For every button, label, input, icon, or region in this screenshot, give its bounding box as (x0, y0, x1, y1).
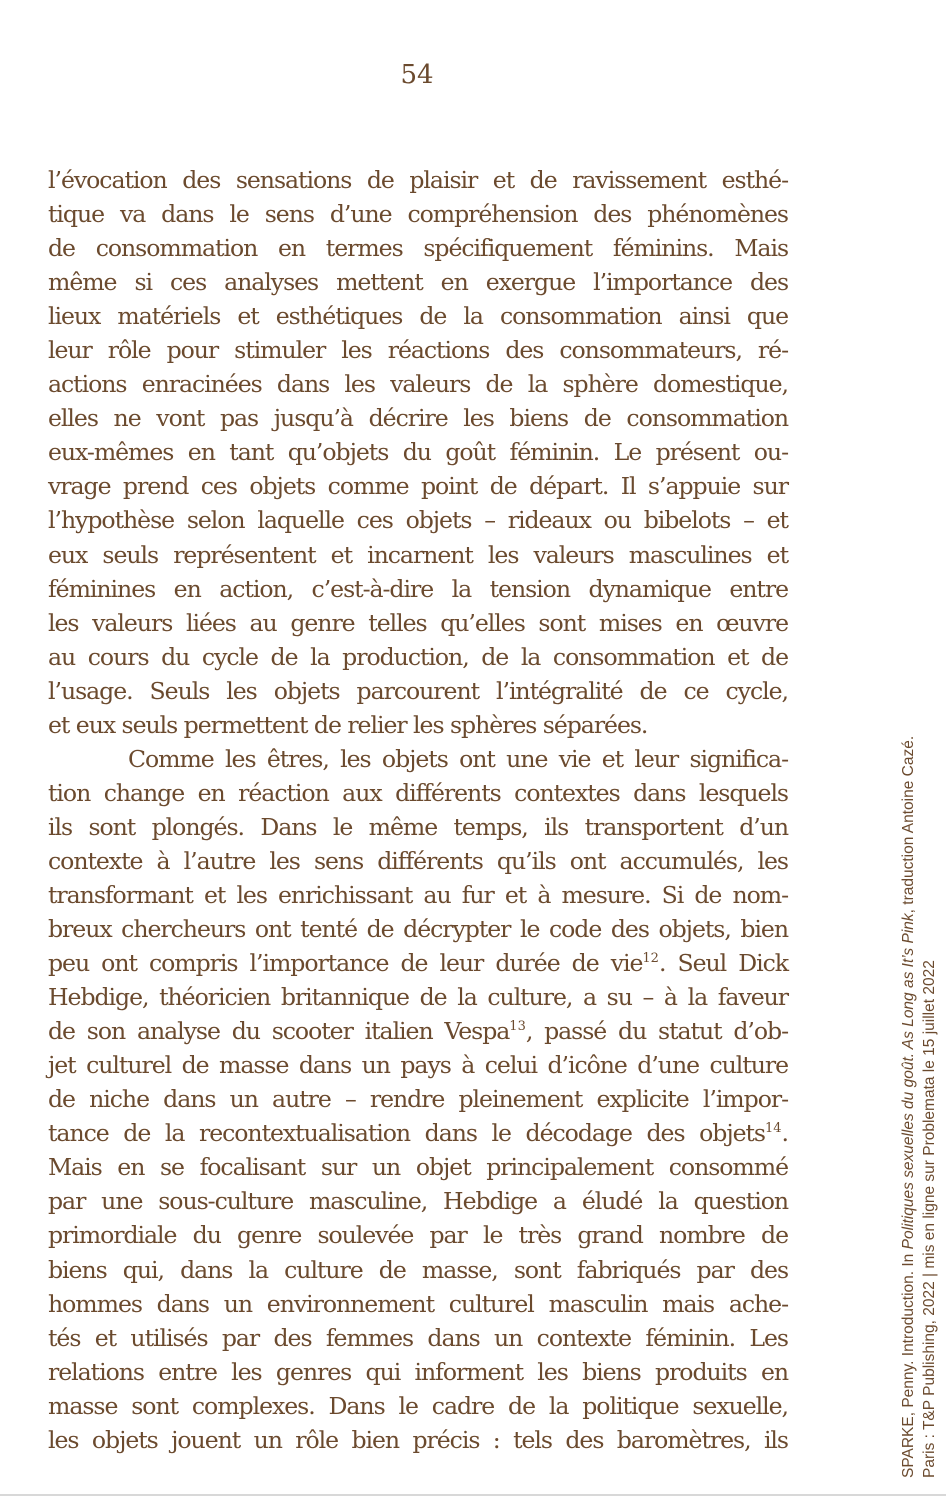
text-line: tique va dans le sens d’une compréhension des phénomènes (48, 200, 788, 229)
text-line: vrage prend ces objets comme point de départ. Il s’appuie sur (48, 472, 788, 501)
text-line (48, 1014, 788, 1048)
text-line: même si ces analyses mettent en exergue l’importance des (48, 268, 788, 297)
text-line: l’usage. Seuls les objets parcourent l’intégralité de ce cycle, (48, 676, 788, 705)
footnote-ref-13[interactable]: 13 (509, 1019, 526, 1035)
text-line: Comme les êtres, les objets ont une vie et leur significa- (128, 744, 788, 773)
text-segment: tance de la recontextualisation dans le décodage des objets (48, 1119, 765, 1148)
text-line: de niche dans un autre – rendre pleinement explicite l’impor- (48, 1085, 788, 1114)
text-segment: de son analyse du scooter italien Vespa (48, 1017, 510, 1046)
citation-translator: , traduction Antoine Cazé. (900, 735, 917, 914)
text-line: l’hypothèse selon laquelle ces objets – rideaux ou bibelots – et (48, 506, 788, 535)
text-line: transformant et les enrichissant au fur et à mesure. Si de nom- (48, 880, 788, 909)
text-line: breux chercheurs ont tenté de décrypter le code des objets, bien (48, 915, 788, 944)
text-line: contexte à l’autre les sens différents qu’ils ont accumulés, les (48, 846, 788, 875)
text-line: eux seuls représentent et incarnent les valeurs masculines et (48, 540, 788, 569)
text-line: jet culturel de masse dans un pays à celui d’icône d’une culture (48, 1051, 788, 1080)
footnote-ref-14[interactable]: 14 (765, 1121, 782, 1137)
citation-title: Politiques sexuelles du goût. As Long as It’s Pink (900, 913, 917, 1250)
text-line: tion change en réaction aux différents contextes dans lesquels (48, 778, 788, 807)
text-line: masse sont complexes. Dans le cadre de la politique sexuelle, (48, 1391, 788, 1420)
text-line: au cours du cycle de la production, de la consommation et de (48, 642, 788, 671)
text-line: hommes dans un environnement culturel masculin mais ache- (48, 1289, 788, 1318)
text-line: Hebdige, théoricien britannique de la culture, a su – à la faveur (48, 983, 788, 1012)
text-line: lieux matériels et esthétiques de la consommation ainsi que (48, 302, 788, 331)
text-line: les valeurs liées au genre telles qu’elles sont mises en œuvre (48, 608, 788, 637)
text-line: de consommation en termes spécifiquement féminins. Mais (48, 234, 788, 263)
text-line: et eux seuls permettent de relier les sphères séparées. (48, 710, 648, 739)
text-line: l’évocation des sensations de plaisir et de ravissement esthé- (48, 166, 788, 194)
text-segment: . Seul Dick (658, 949, 788, 978)
text-line: Mais en se focalisant sur un objet principalement consommé (48, 1153, 788, 1182)
text-line: féminines en action, c’est-à-dire la tension dynamique entre (48, 574, 788, 603)
footnote-ref-12[interactable]: 12 (642, 951, 659, 967)
text-line: relations entre les genres qui informent les biens produits en (48, 1357, 788, 1386)
text-line: ils sont plongés. Dans le même temps, ils transportent d’un (48, 812, 788, 841)
text-line: actions enracinées dans les valeurs de la sphère domestique, (48, 370, 788, 399)
text-line: primordiale du genre soulevée par le très grand nombre de (48, 1221, 788, 1250)
text-line (48, 946, 788, 980)
text-line: tés et utilisés par des femmes dans un contexte féminin. Les (48, 1323, 788, 1352)
citation-author: SPARKE, Penny. Introduction. In (900, 1249, 917, 1478)
text-segment: . (781, 1119, 788, 1148)
citation-line-2: Paris : T&P Publishing, 2022 | mis en ligne sur Problemata le 15 juillet 2022 (921, 960, 938, 1478)
bottom-divider (0, 1494, 946, 1496)
text-line: eux-mêmes en tant qu’objets du goût féminin. Le présent ou- (48, 438, 788, 467)
text-line: leur rôle pour stimuler les réactions des consommateurs, ré- (48, 336, 788, 365)
text-segment: peu ont compris l’importance de leur durée de vie (48, 949, 643, 978)
citation-sidebar (898, 658, 940, 1478)
citation-line-1 (898, 658, 919, 1478)
body-text (48, 163, 788, 1457)
text-line: les objets jouent un rôle bien précis : tels des baromètres, ils (48, 1425, 788, 1454)
text-segment: , passé du statut d’ob- (525, 1017, 788, 1046)
text-line: par une sous-culture masculine, Hebdige a éludé la question (48, 1187, 788, 1216)
page-number: 54 (400, 60, 434, 90)
text-line: elles ne vont pas jusqu’à décrire les biens de consommation (48, 404, 788, 433)
text-line (48, 1116, 788, 1150)
text-line: biens qui, dans la culture de masse, sont fabriqués par des (48, 1255, 788, 1284)
